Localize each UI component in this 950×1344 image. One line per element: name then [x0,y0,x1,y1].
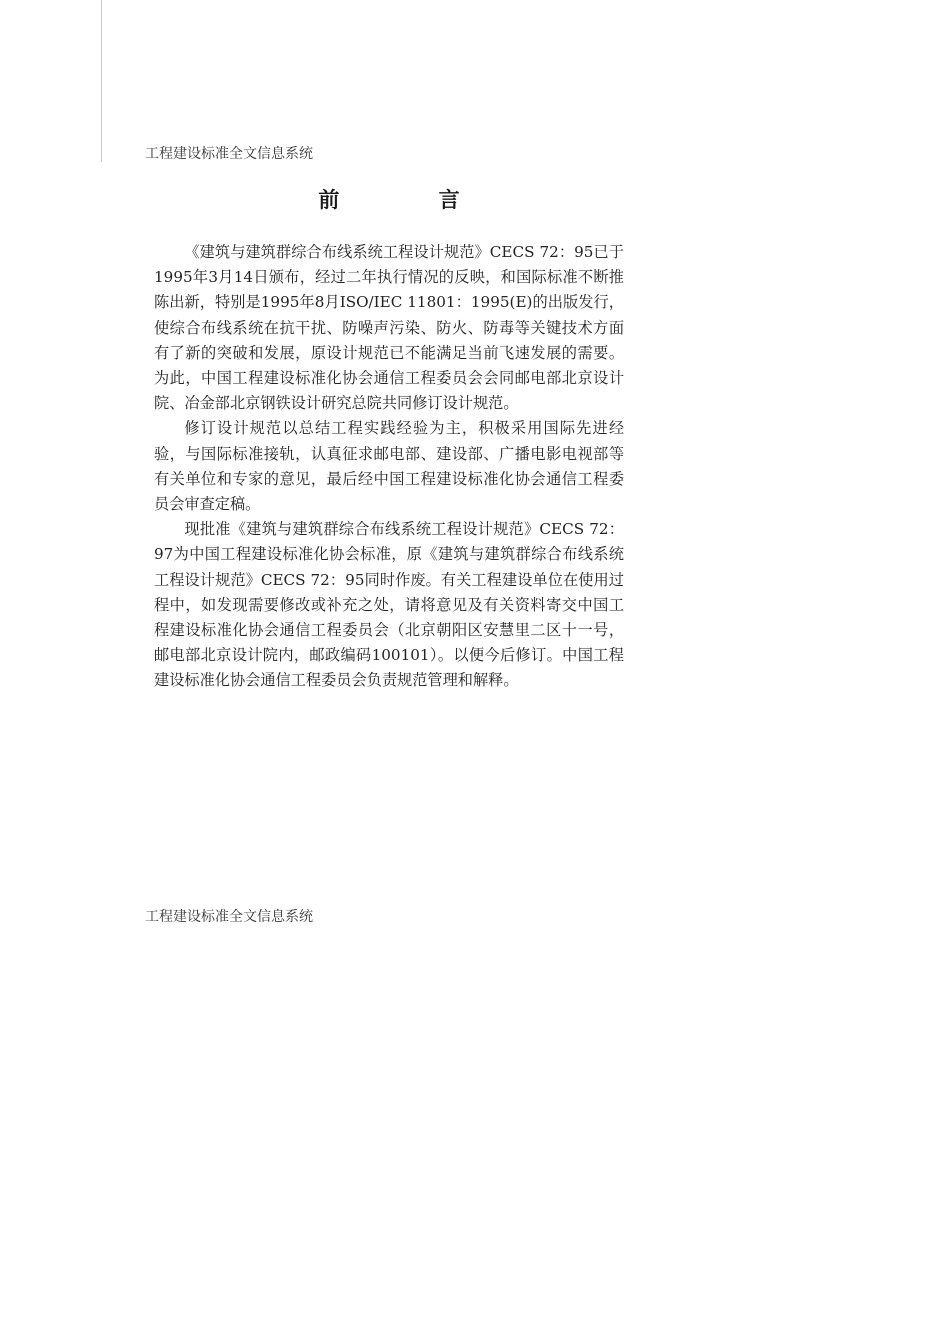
page-title: 前 言 [318,187,506,212]
paragraph-3: 现批准《建筑与建筑群综合布线系统工程设计规范》CECS 72：97为中国工程建设标准化协会标准，原《建筑与建筑群综合布线系统工程设计规范》CECS 72：95同时作废。有关工程建设单位在使用过程中，如发现需要修改或补充之处，请将意见及有关资料寄交中国工程建设标准化协会通信工程委员会（北京朝阳区安慧里二区十一号，邮电部北京设计院内，邮政编码100101）。以便今后修订。中国工程建设标准化协会通信工程委员会负责规范管理和解释。 [154,520,624,690]
header-watermark: 工程建设标准全文信息系统 [145,146,313,162]
body-text [154,240,624,694]
margin-rule [101,0,102,162]
paragraph-1: 《建筑与建筑群综合布线系统工程设计规范》CECS 72：95已于1995年3月14日颁布，经过二年执行情况的反映，和国际标准不断推陈出新，特别是1995年8月ISO/IEC 11801：1995(E)的出版发行，使综合布线系统在抗干扰、防噪声污染、防火、防毒等关键技术方面有了新的突破和发展，原设计规范已不能满足当前飞速发展的需要。为此，中国工程建设标准化协会通信工程委员会会同邮电部北京设计院、冶金部北京钢铁设计研究总院共同修订设计规范。 [154,243,624,413]
paragraph-2: 修订设计规范以总结工程实践经验为主，积极采用国际先进经验，与国际标准接轨，认真征求邮电部、建设部、广播电影电视部等有关单位和专家的意见，最后经中国工程建设标准化协会通信工程委员会审查定稿。 [154,419,624,514]
footer-watermark: 工程建设标准全文信息系统 [145,909,313,925]
